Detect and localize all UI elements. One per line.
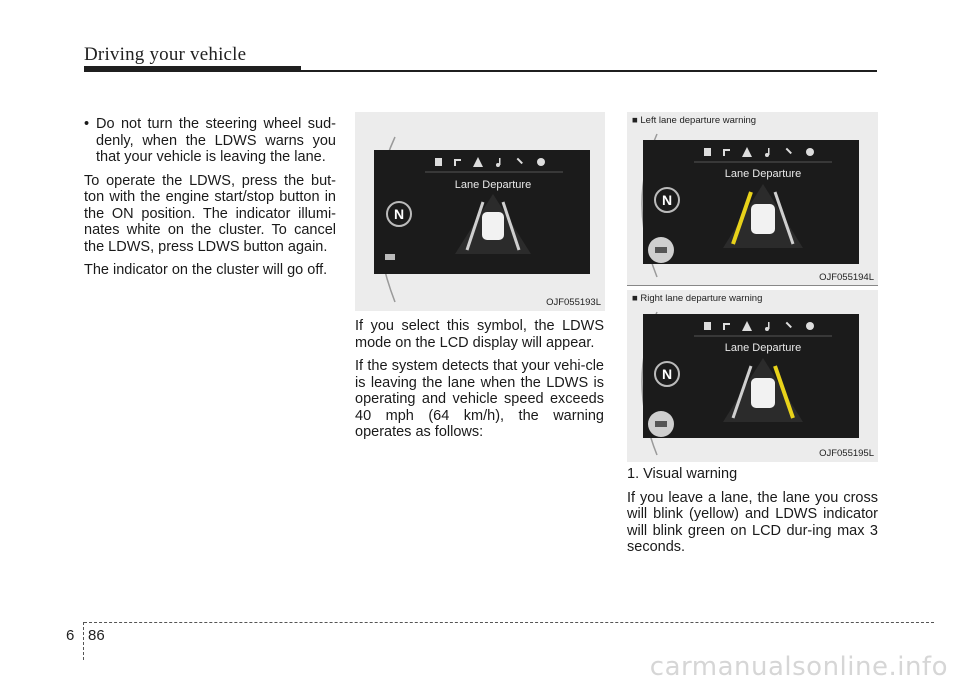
chapter-number: 6 bbox=[66, 627, 75, 644]
figure-caption: ■ Left lane departure warning bbox=[632, 115, 757, 126]
column-left bbox=[84, 116, 336, 286]
gear-indicator: N bbox=[661, 192, 673, 208]
paragraph-system-detects: If the system detects that your vehi-cle is leaving the lane when the LDWS is operating and vehicle speed exceeds 40 mph (64 km/h), the warning operates as follows: bbox=[355, 358, 604, 440]
figure-right-departure bbox=[627, 290, 878, 462]
paragraph-visual-warning: If you leave a lane, the lane you cross will blink (yellow) and LDWS indicator will blink green on LCD dur-ing max 3 seconds. bbox=[627, 489, 878, 555]
bullet-item bbox=[84, 116, 336, 166]
footer-divider bbox=[83, 622, 84, 660]
column-middle bbox=[355, 318, 604, 448]
screen-title: Lane Departure bbox=[454, 179, 532, 191]
figure-left-departure bbox=[627, 112, 878, 286]
header-rule-thin bbox=[301, 70, 877, 72]
watermark: carmanualsonline.info bbox=[649, 652, 948, 682]
gear-indicator: N bbox=[393, 206, 405, 222]
bullet-text: Do not turn the steering wheel sud-denly, when the LDWS warns you that your vehicle is leaving the lane. bbox=[96, 116, 336, 165]
figure-code: OJF055194L bbox=[819, 272, 874, 283]
heading-visual-warning: 1. Visual warning bbox=[627, 466, 738, 482]
screen-title: Lane Departure bbox=[724, 168, 802, 180]
gear-indicator: N bbox=[661, 366, 673, 382]
page-header-title: Driving your vehicle bbox=[84, 44, 247, 65]
cluster-display-illustration bbox=[355, 112, 605, 311]
figure-caption: ■ Right lane departure warning bbox=[632, 293, 763, 304]
paragraph-operate: To operate the LDWS, press the but-ton with the engine start/stop button in the ON position. The indicator illumi-nates white on the cluster. To cancel the LDWS, press LDWS button again. bbox=[84, 172, 336, 255]
header-rule-thick bbox=[84, 66, 301, 72]
footer-rule bbox=[84, 622, 934, 623]
paragraph-indicator-off: The indicator on the cluster will go off. bbox=[84, 262, 328, 278]
figure-code: OJF055193L bbox=[546, 297, 601, 308]
figure-separator bbox=[627, 285, 878, 286]
figure-code: OJF055195L bbox=[819, 448, 874, 459]
left-departure-illustration bbox=[627, 112, 878, 286]
figure-ldws-display bbox=[355, 112, 605, 311]
screen-title: Lane Departure bbox=[724, 342, 802, 354]
right-departure-illustration bbox=[627, 290, 878, 462]
page-number: 86 bbox=[88, 627, 105, 644]
paragraph-select-symbol: If you select this symbol, the LDWS mode on the LCD display will appear. bbox=[355, 318, 604, 351]
bullet-dot: • bbox=[84, 116, 90, 132]
column-right bbox=[627, 466, 878, 563]
